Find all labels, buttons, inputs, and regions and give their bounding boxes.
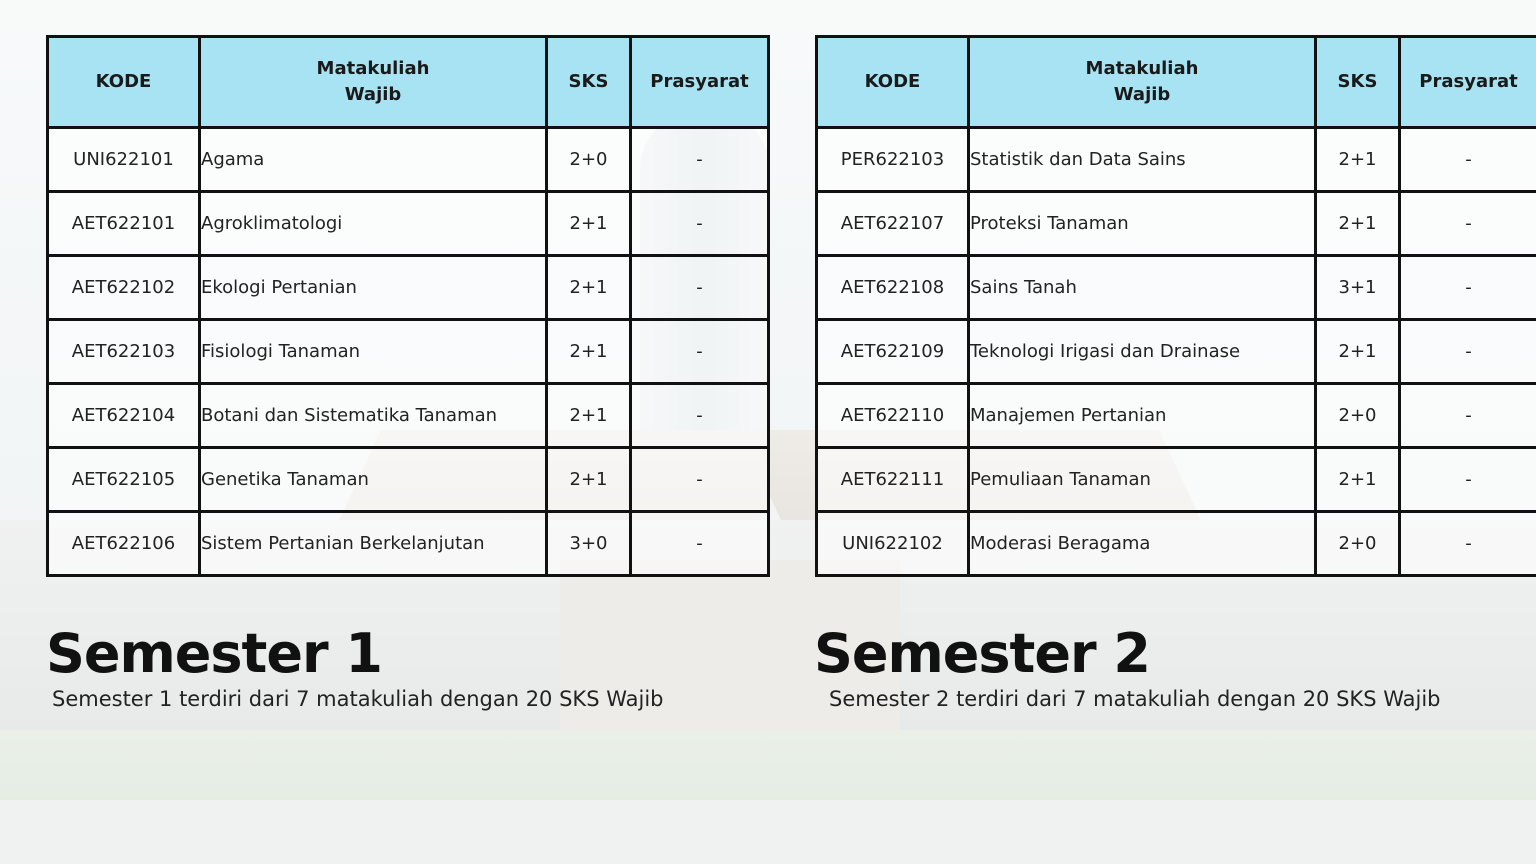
course-name: Moderasi Beragama <box>969 512 1316 576</box>
course-name: Sistem Pertanian Berkelanjutan <box>200 512 547 576</box>
header-sks: SKS <box>1316 37 1400 128</box>
course-code: AET622106 <box>48 512 200 576</box>
header-kode: KODE <box>48 37 200 128</box>
header-matakuliah-line2: Wajib <box>344 84 402 105</box>
course-name: Ekologi Pertanian <box>200 256 547 320</box>
header-matakuliah-line1: Matakuliah <box>1085 58 1199 79</box>
course-code: AET622110 <box>817 384 969 448</box>
course-sks: 2+1 <box>547 256 631 320</box>
header-matakuliah-line2: Wajib <box>1113 84 1171 105</box>
course-sks: 2+0 <box>547 128 631 192</box>
course-prasyarat: - <box>631 448 769 512</box>
table-row <box>817 192 1536 256</box>
table-row <box>817 384 1536 448</box>
table-header-row <box>817 37 1536 128</box>
course-name: Fisiologi Tanaman <box>200 320 547 384</box>
semester-1-course-table <box>46 35 770 577</box>
header-sks: SKS <box>547 37 631 128</box>
course-name: Genetika Tanaman <box>200 448 547 512</box>
course-sks: 2+1 <box>1316 320 1400 384</box>
course-code: AET622111 <box>817 448 969 512</box>
course-prasyarat: - <box>631 128 769 192</box>
course-code: AET622102 <box>48 256 200 320</box>
table-row <box>48 192 769 256</box>
header-matakuliah-line1: Matakuliah <box>316 58 430 79</box>
course-sks: 2+1 <box>547 384 631 448</box>
course-name: Statistik dan Data Sains <box>969 128 1316 192</box>
course-sks: 2+1 <box>547 448 631 512</box>
course-sks: 2+1 <box>1316 128 1400 192</box>
course-prasyarat: - <box>631 320 769 384</box>
table-header-row <box>48 37 769 128</box>
course-sks: 2+1 <box>547 320 631 384</box>
semester-2-title: Semester 2 <box>814 622 1150 685</box>
course-code: AET622107 <box>817 192 969 256</box>
table-row <box>48 256 769 320</box>
course-name: Sains Tanah <box>969 256 1316 320</box>
course-sks: 3+1 <box>1316 256 1400 320</box>
course-prasyarat: - <box>1400 256 1536 320</box>
semester-2-description: Semester 2 terdiri dari 7 matakuliah dengan 20 SKS Wajib <box>829 687 1441 711</box>
course-code: UNI622102 <box>817 512 969 576</box>
course-code: AET622108 <box>817 256 969 320</box>
header-prasyarat: Prasyarat <box>631 37 769 128</box>
course-code: AET622103 <box>48 320 200 384</box>
course-name: Agama <box>200 128 547 192</box>
table-row <box>48 512 769 576</box>
header-matakuliah <box>969 37 1316 128</box>
course-sks: 2+1 <box>1316 448 1400 512</box>
semester-2-course-table <box>815 35 1536 577</box>
course-name: Pemuliaan Tanaman <box>969 448 1316 512</box>
course-code: UNI622101 <box>48 128 200 192</box>
table-row <box>48 320 769 384</box>
course-name: Teknologi Irigasi dan Drainase <box>969 320 1316 384</box>
course-sks: 2+0 <box>1316 512 1400 576</box>
header-prasyarat: Prasyarat <box>1400 37 1536 128</box>
header-kode: KODE <box>817 37 969 128</box>
course-code: PER622103 <box>817 128 969 192</box>
course-code: AET622105 <box>48 448 200 512</box>
course-name: Agroklimatologi <box>200 192 547 256</box>
table-row <box>48 384 769 448</box>
table-row <box>817 256 1536 320</box>
table-row <box>817 448 1536 512</box>
course-prasyarat: - <box>631 512 769 576</box>
header-matakuliah <box>200 37 547 128</box>
table-row <box>48 448 769 512</box>
table-row <box>48 128 769 192</box>
course-sks: 3+0 <box>547 512 631 576</box>
course-prasyarat: - <box>631 192 769 256</box>
course-code: AET622109 <box>817 320 969 384</box>
table-row <box>817 512 1536 576</box>
course-prasyarat: - <box>1400 128 1536 192</box>
semester-1-title: Semester 1 <box>46 622 382 685</box>
course-code: AET622101 <box>48 192 200 256</box>
course-code: AET622104 <box>48 384 200 448</box>
course-sks: 2+1 <box>1316 192 1400 256</box>
course-sks: 2+1 <box>547 192 631 256</box>
course-prasyarat: - <box>631 256 769 320</box>
table-row <box>817 320 1536 384</box>
course-sks: 2+0 <box>1316 384 1400 448</box>
course-name: Manajemen Pertanian <box>969 384 1316 448</box>
semester-1-description: Semester 1 terdiri dari 7 matakuliah dengan 20 SKS Wajib <box>52 687 664 711</box>
course-prasyarat: - <box>631 384 769 448</box>
course-name: Proteksi Tanaman <box>969 192 1316 256</box>
table-row <box>817 128 1536 192</box>
course-prasyarat: - <box>1400 384 1536 448</box>
course-name: Botani dan Sistematika Tanaman <box>200 384 547 448</box>
course-prasyarat: - <box>1400 192 1536 256</box>
course-prasyarat: - <box>1400 448 1536 512</box>
course-prasyarat: - <box>1400 320 1536 384</box>
course-prasyarat: - <box>1400 512 1536 576</box>
